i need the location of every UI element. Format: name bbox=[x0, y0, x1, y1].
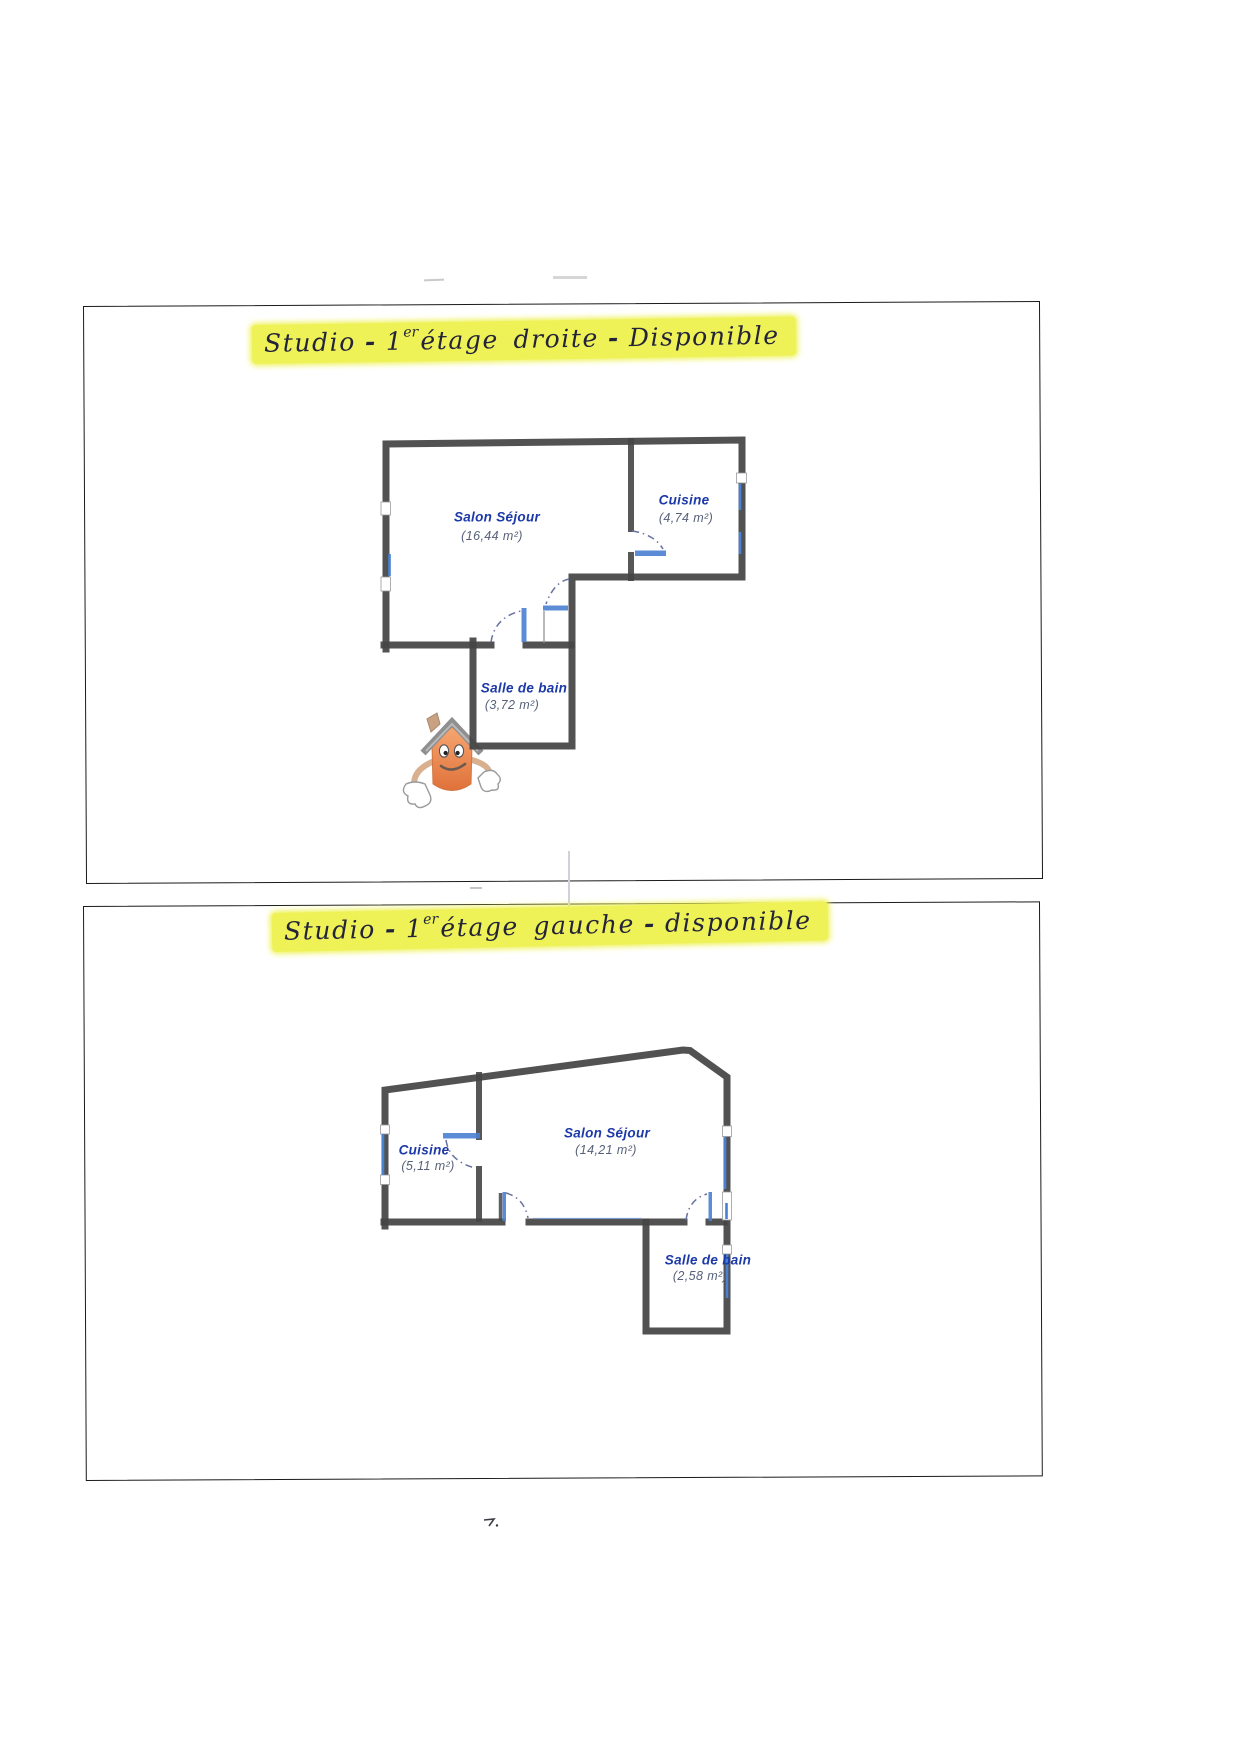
room-area-cuisine-2: (5,11 m²) bbox=[401, 1159, 455, 1173]
room-label-cuisine-1: Cuisine bbox=[658, 492, 710, 508]
bathroom-door-leaf bbox=[522, 608, 527, 642]
kitchen-door-leaf bbox=[635, 551, 666, 557]
title-dash: - bbox=[643, 908, 657, 939]
door-arc bbox=[506, 1193, 528, 1218]
doors bbox=[491, 531, 666, 643]
bathroom-door-leaf bbox=[709, 1192, 713, 1221]
floor-plan-1 bbox=[370, 428, 760, 768]
window-notches bbox=[381, 473, 747, 591]
title-number: 1 bbox=[385, 326, 404, 356]
mascot-glove bbox=[478, 770, 500, 791]
door-arc bbox=[686, 1194, 707, 1220]
outer-walls bbox=[384, 1050, 727, 1331]
scan-line bbox=[568, 851, 570, 907]
title-ordinal: er bbox=[423, 911, 439, 928]
interior-wall bbox=[479, 1075, 501, 1221]
room-label-cuisine-2: Cuisine bbox=[398, 1142, 450, 1158]
scan-mark-glyph bbox=[482, 1517, 500, 1529]
title-word: Studio bbox=[263, 327, 357, 358]
scan-smudge bbox=[553, 276, 587, 279]
title-dash: - bbox=[364, 327, 378, 357]
room-area-sdb-1: (3,72 m²) bbox=[484, 698, 540, 712]
title-middle: étage gauche bbox=[440, 909, 636, 943]
room-area-cuisine-1: (4,74 m²) bbox=[658, 511, 714, 525]
mascot-glove bbox=[403, 782, 430, 808]
door-arc bbox=[491, 611, 521, 642]
title-ordinal: er bbox=[403, 324, 419, 341]
passage-door-sill bbox=[543, 606, 568, 611]
title-status: Disponible bbox=[628, 320, 780, 353]
scan-smudge bbox=[470, 887, 482, 889]
floor-plan-2 bbox=[370, 1040, 760, 1360]
room-label-sdb-2: Salle de bain bbox=[664, 1252, 752, 1268]
room-area-salon-2: (14,21 m²) bbox=[575, 1143, 637, 1157]
entrance-door-leaf bbox=[503, 1192, 507, 1221]
room-area-salon-1: (16,44 m²) bbox=[461, 529, 523, 543]
door-arc bbox=[546, 579, 569, 604]
title-number: 1 bbox=[405, 913, 424, 944]
outer-walls bbox=[384, 440, 742, 746]
room-area-sdb-2: (2,58 m²) bbox=[672, 1269, 728, 1283]
room-label-salon-2: Salon Séjour bbox=[563, 1125, 651, 1141]
title-dash: - bbox=[384, 914, 398, 944]
scan-smudge bbox=[424, 279, 444, 282]
kitchen-door-leaf bbox=[443, 1133, 480, 1139]
door-arc bbox=[632, 531, 663, 549]
scan-mark bbox=[482, 1516, 500, 1534]
room-label-sdb-1: Salle de bain bbox=[480, 680, 568, 696]
room-label-salon-1: Salon Séjour bbox=[453, 509, 541, 525]
title-dash: - bbox=[607, 323, 621, 353]
title-middle: étage droite bbox=[420, 323, 600, 356]
title-status: disponible bbox=[664, 905, 812, 938]
title-word: Studio bbox=[283, 914, 377, 946]
